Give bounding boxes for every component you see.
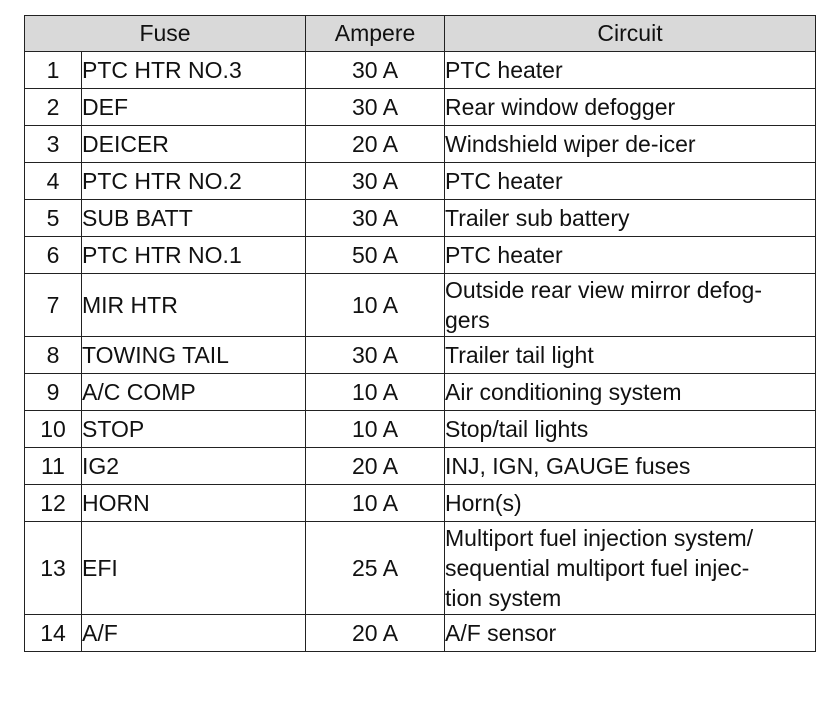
fuse-name: DEICER bbox=[82, 126, 306, 163]
circuit-line: Stop/tail lights bbox=[445, 416, 589, 442]
table-row bbox=[25, 374, 816, 411]
fuse-circuit bbox=[445, 411, 816, 448]
circuit-line: Outside rear view mirror defog- bbox=[445, 277, 763, 303]
circuit-line: PTC heater bbox=[445, 168, 563, 194]
circuit-line: sequential multiport fuel injec- bbox=[445, 555, 750, 581]
table-row bbox=[25, 237, 816, 274]
fuse-circuit bbox=[445, 237, 816, 274]
fuse-name: A/F bbox=[82, 615, 306, 652]
fuse-ampere: 30 A bbox=[306, 337, 445, 374]
circuit-line: PTC heater bbox=[445, 57, 563, 83]
fuse-circuit bbox=[445, 374, 816, 411]
fuse-ampere: 20 A bbox=[306, 126, 445, 163]
table-row bbox=[25, 522, 816, 615]
fuse-circuit bbox=[445, 337, 816, 374]
fuse-number: 7 bbox=[25, 274, 82, 337]
circuit-line: Windshield wiper de-icer bbox=[445, 131, 696, 157]
table-row bbox=[25, 274, 816, 337]
fuse-number: 6 bbox=[25, 237, 82, 274]
fuse-number: 12 bbox=[25, 485, 82, 522]
table-body bbox=[25, 52, 816, 652]
fuse-circuit bbox=[445, 274, 816, 337]
fuse-circuit bbox=[445, 200, 816, 237]
fuse-number: 11 bbox=[25, 448, 82, 485]
fuse-ampere: 10 A bbox=[306, 374, 445, 411]
table-row bbox=[25, 337, 816, 374]
circuit-line: Air conditioning system bbox=[445, 379, 682, 405]
fuse-number: 1 bbox=[25, 52, 82, 89]
table-row bbox=[25, 163, 816, 200]
fuse-name: IG2 bbox=[82, 448, 306, 485]
fuse-circuit bbox=[445, 522, 816, 615]
fuse-ampere: 10 A bbox=[306, 485, 445, 522]
fuse-number: 2 bbox=[25, 89, 82, 126]
table-row bbox=[25, 615, 816, 652]
fuse-name: TOWING TAIL bbox=[82, 337, 306, 374]
table-row bbox=[25, 411, 816, 448]
header-circuit: Circuit bbox=[445, 16, 816, 52]
circuit-line: A/F sensor bbox=[445, 620, 557, 646]
fuse-number: 4 bbox=[25, 163, 82, 200]
circuit-line: Trailer sub battery bbox=[445, 205, 630, 231]
circuit-line: Multiport fuel injection system/ bbox=[445, 525, 754, 551]
circuit-line: PTC heater bbox=[445, 242, 563, 268]
table-header-row bbox=[25, 16, 816, 52]
table-row bbox=[25, 448, 816, 485]
header-ampere: Ampere bbox=[306, 16, 445, 52]
circuit-line: Rear window defogger bbox=[445, 94, 676, 120]
table-row bbox=[25, 89, 816, 126]
fuse-ampere: 20 A bbox=[306, 615, 445, 652]
fuse-ampere: 30 A bbox=[306, 163, 445, 200]
fuse-name: DEF bbox=[82, 89, 306, 126]
fuse-ampere: 50 A bbox=[306, 237, 445, 274]
fuse-name: A/C COMP bbox=[82, 374, 306, 411]
fuse-table bbox=[24, 15, 816, 652]
fuse-circuit bbox=[445, 89, 816, 126]
fuse-number: 3 bbox=[25, 126, 82, 163]
fuse-circuit bbox=[445, 163, 816, 200]
fuse-circuit bbox=[445, 448, 816, 485]
fuse-name: PTC HTR NO.3 bbox=[82, 52, 306, 89]
fuse-number: 9 bbox=[25, 374, 82, 411]
circuit-line: INJ, IGN, GAUGE fuses bbox=[445, 453, 691, 479]
fuse-number: 8 bbox=[25, 337, 82, 374]
table-row bbox=[25, 200, 816, 237]
table-row bbox=[25, 52, 816, 89]
fuse-name: PTC HTR NO.1 bbox=[82, 237, 306, 274]
fuse-ampere: 30 A bbox=[306, 200, 445, 237]
fuse-circuit bbox=[445, 615, 816, 652]
circuit-line: Horn(s) bbox=[445, 490, 522, 516]
fuse-circuit bbox=[445, 485, 816, 522]
fuse-number: 10 bbox=[25, 411, 82, 448]
table-row bbox=[25, 485, 816, 522]
fuse-ampere: 20 A bbox=[306, 448, 445, 485]
fuse-circuit bbox=[445, 126, 816, 163]
circuit-line: Trailer tail light bbox=[445, 342, 594, 368]
fuse-name: EFI bbox=[82, 522, 306, 615]
fuse-ampere: 10 A bbox=[306, 411, 445, 448]
fuse-number: 5 bbox=[25, 200, 82, 237]
fuse-ampere: 30 A bbox=[306, 52, 445, 89]
table-row bbox=[25, 126, 816, 163]
fuse-circuit bbox=[445, 52, 816, 89]
fuse-name: MIR HTR bbox=[82, 274, 306, 337]
fuse-name: PTC HTR NO.2 bbox=[82, 163, 306, 200]
fuse-name: HORN bbox=[82, 485, 306, 522]
fuse-number: 14 bbox=[25, 615, 82, 652]
fuse-ampere: 10 A bbox=[306, 274, 445, 337]
fuse-number: 13 bbox=[25, 522, 82, 615]
fuse-ampere: 25 A bbox=[306, 522, 445, 615]
circuit-line: tion system bbox=[445, 585, 562, 611]
fuse-ampere: 30 A bbox=[306, 89, 445, 126]
fuse-name: SUB BATT bbox=[82, 200, 306, 237]
circuit-line: gers bbox=[445, 307, 490, 333]
header-fuse: Fuse bbox=[25, 16, 306, 52]
fuse-name: STOP bbox=[82, 411, 306, 448]
